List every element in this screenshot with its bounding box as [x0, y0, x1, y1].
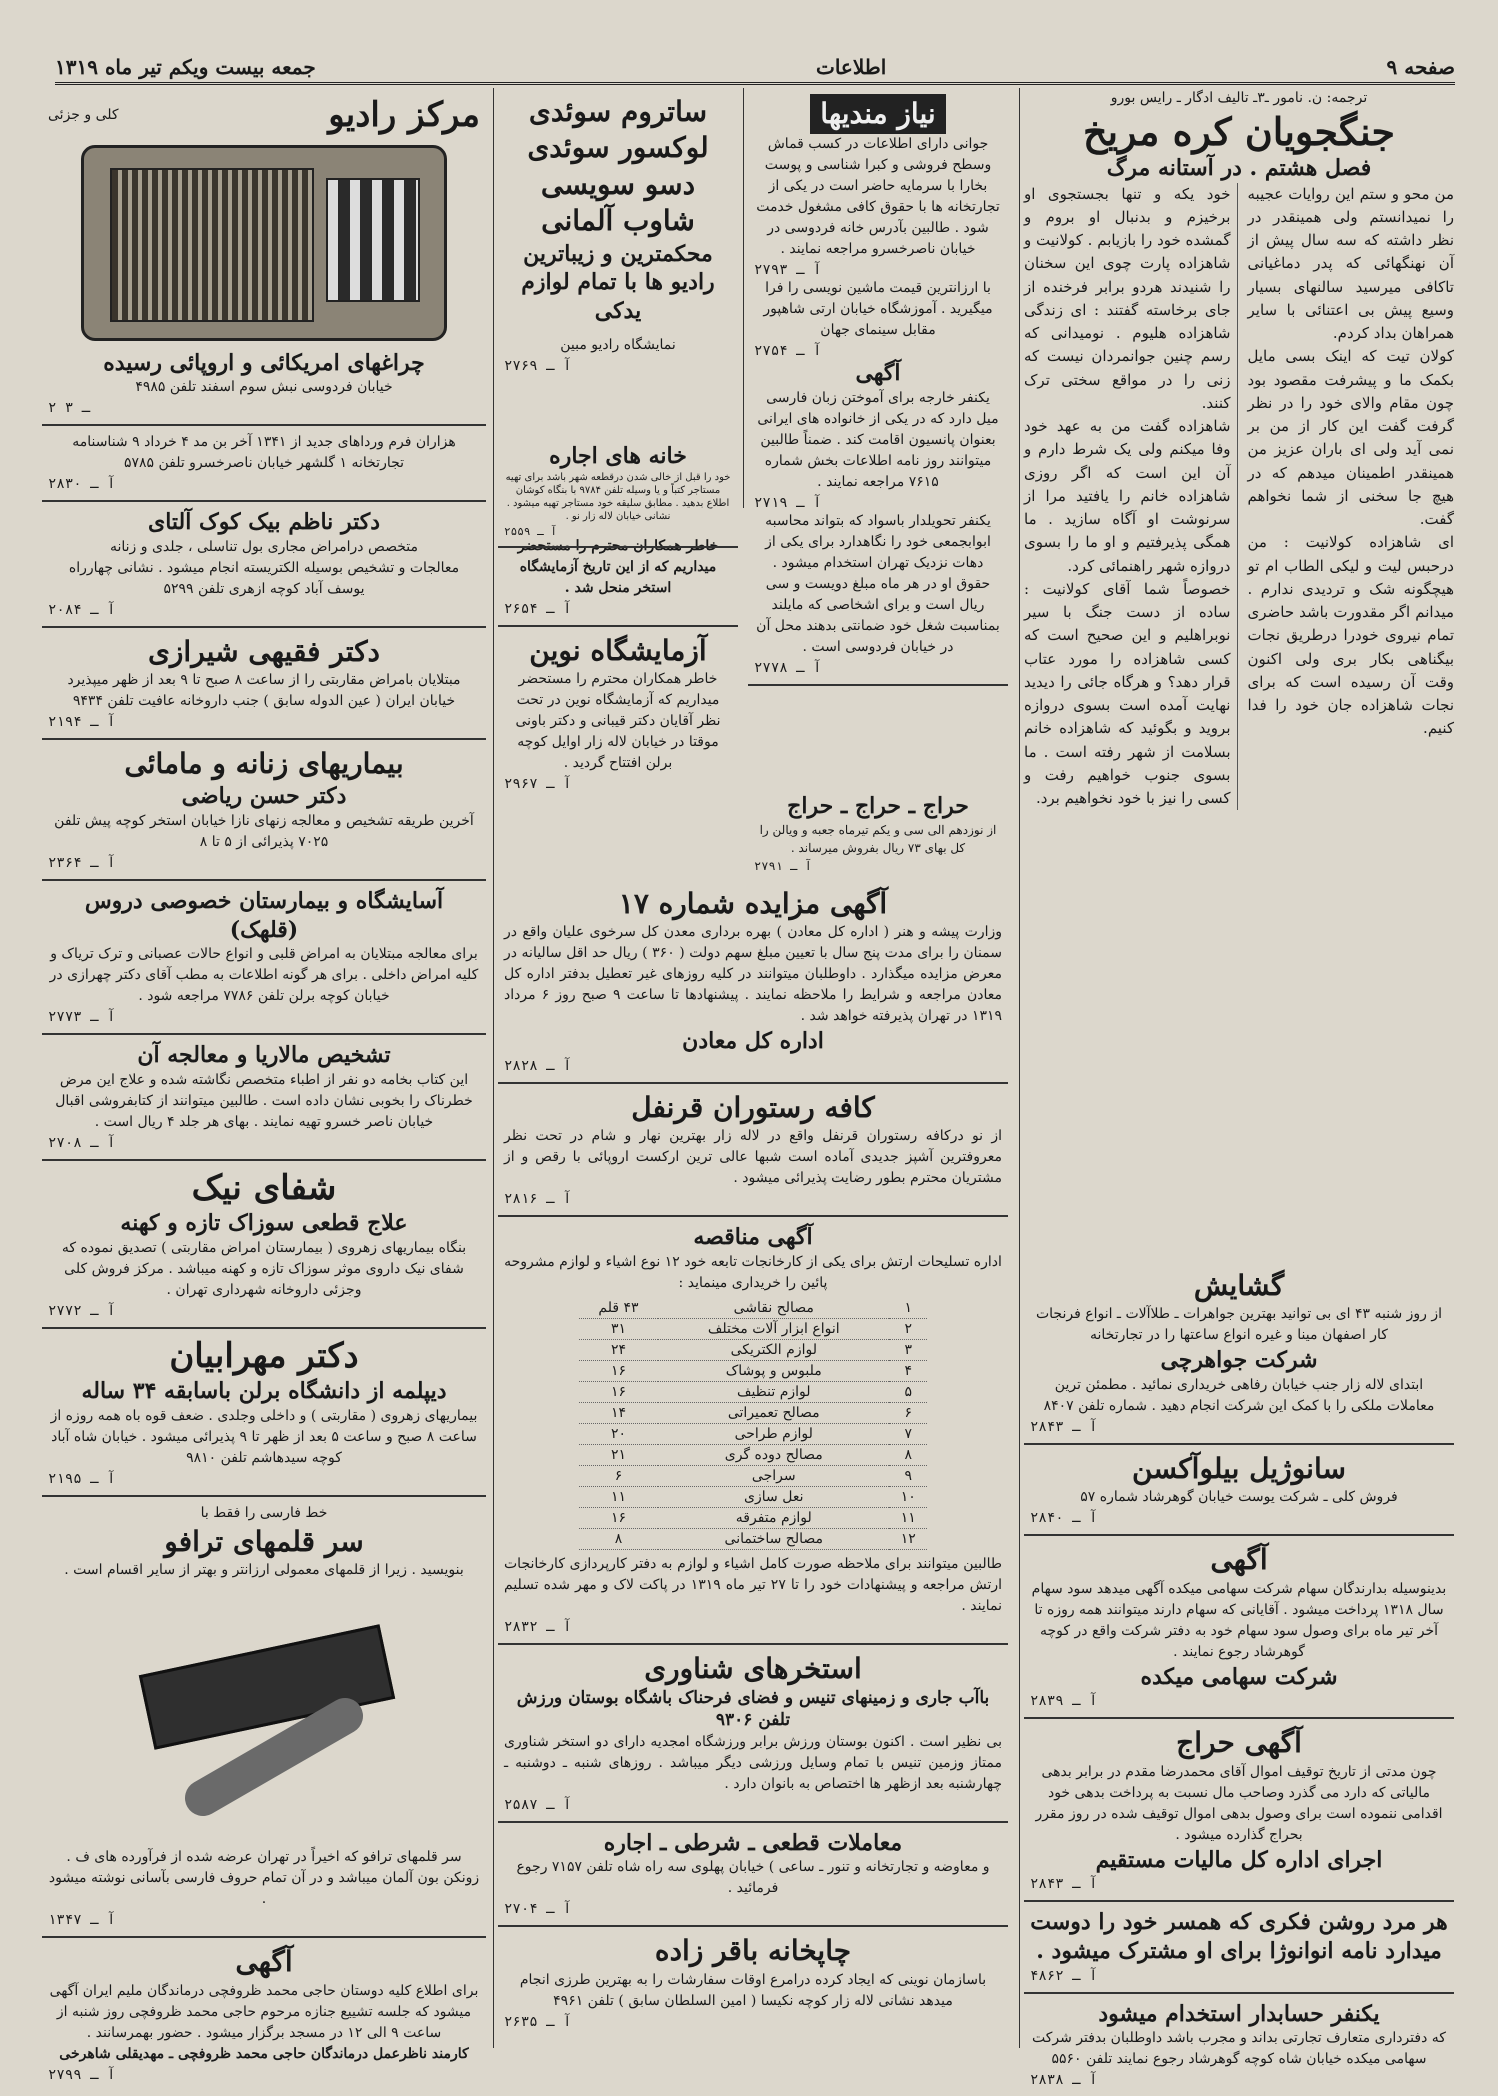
tender-cell-n: ۳: [889, 1339, 927, 1360]
ad-code: آ ـ ۲۵۵۹: [504, 524, 557, 538]
ad-code: آ ـ ۲۷۹۹: [48, 2066, 116, 2083]
brand-line: شاوب آلمانی: [541, 204, 695, 238]
serial-paragraph: شاهزاده گفت من به عهد خود وفا میکنم ولی یک شرط دارم و آن این است که اگر روزی شاهزاده خانم را یافتید مرا از سرنوشت او آگاه سازید . ما همگی پذیرفتیم و او ما را بسوی دروازه شهر راهنمائی کرد.: [1024, 417, 1231, 575]
friend-ad: [1024, 1902, 1454, 1993]
classifieds-block: [748, 88, 1008, 686]
cafe-title: کافه رستوران قرنفل: [631, 1090, 875, 1124]
middle-ads: [498, 880, 1008, 2045]
sanatorium-title: آسایشگاه و بیمارستان خصوصی دروس (قلهک): [84, 888, 444, 943]
ad-code: آ ـ ۲۶۳۵: [504, 2013, 572, 2030]
ad-code: آ ـ ۲۷۷۸: [754, 659, 822, 676]
tender-cell-cnt: ۱۶: [579, 1381, 659, 1402]
sano-text: فروش کلی ـ شرکت یوست خیابان گوهرشاد شماره ۵۷: [1080, 1489, 1398, 1506]
classified-ad: جوانی دارای اطلاعات در کسب قماش وسطح فروشی و کبرا شناسی و پوست بخارا با سرمایه حاضر است در یکی از تجارتخانه ها با حقوق کافی مشغول خدمت شود . طالبین بآدرس خانه فردوسی در خیابان ناصرخسرو مراجعه نمایند .: [756, 136, 1000, 258]
brand-line: محکمترین و زیباترین: [523, 240, 713, 267]
agahi-signature: شرکت سهامی میکده: [1140, 1663, 1338, 1690]
realestate-ad: [498, 1823, 1008, 1928]
printshop-ad: [498, 1927, 1008, 2037]
page-number: صفحه ۹: [1386, 55, 1455, 79]
shirazi-ad: [42, 628, 486, 740]
realestate-title: معاملات قطعی ـ شرطی ـ اجاره: [603, 1829, 903, 1856]
tender-cell-cnt: ۱۶: [579, 1507, 659, 1528]
printshop-text: باسازمان نوینی که ایجاد کرده درامرع اوقات سفارشات را به بهترین طرزی انجام میدهد نشانی لاله زار کوچه نکیسا ( امین السلطان سابق ) تلفن ۴۹۶۱: [519, 1971, 987, 2009]
classifieds-column: [748, 88, 1008, 868]
haraj-title: حراج ـ حراج ـ حراج: [787, 793, 969, 819]
tender-cell-name: لوازم الکتریکی: [658, 1339, 889, 1360]
lab-new-text: خاطر همکاران محترم را مستحضر میداریم که آزمایشگاه نوین در تحت نظر آقایان دکتر قیبانی و دکتر باونی موقتا در خیابان لاله زار اوایل کوچه برلن افتتاح گردید .: [515, 671, 721, 772]
tender-cell-name: سراجی: [658, 1465, 889, 1486]
ad-code: آ ـ ۲۷۰۸: [48, 1134, 116, 1151]
agahi-ad: [1024, 1536, 1454, 1719]
ad-code: آ ـ ۲۸۳۸: [1030, 2072, 1098, 2089]
tender-cell-name: مصالح نقاشی: [658, 1298, 889, 1319]
ad-code: آ ـ ۲۶۵۴: [504, 601, 572, 617]
showroom-name: نمایشگاه رادیو مبین: [560, 337, 676, 354]
tender-cell-n: ۷: [889, 1423, 927, 1444]
pen-ad: [42, 1497, 486, 1938]
gynecology-text: آخرین طریقه تشخیص و معالجه زنهای نازا خیابان استخر کوچه پیش تلفن ۷۰۲۵ پذیرائی از ۵ تا ۸: [54, 813, 474, 851]
ad-code: آ ـ ۲۰۸۴: [48, 601, 116, 618]
tender-row: [579, 1298, 928, 1319]
tender-cell-n: ۱۲: [889, 1528, 927, 1549]
left-ads-column: [42, 88, 486, 2083]
tender-cell-cnt: ۲۰: [579, 1423, 659, 1444]
serial-paragraph: خصوصاً شما آقای کولانیت : ساده از دست جنگ با سیر نوبراهلیم و این صحیح است که کسی شاهزاده را مورد عتاب قرار دهد؟ و هرگاه جائی را دیدید نهایت آمده است بسوی دروازه بروید و بگوئید که شاهزاده خانم بسلامت از شهر رفته است . ما بسوی جنوب خواهیم رفت و کسی را نیز با خود نخواهیم برد.: [1024, 579, 1231, 808]
serial-paragraph: خود یکه و تنها بجستجوی او برخیزم و بدنبال او بروم و گمشده خود را بازیابم . کولانیت و شاهزاده پارت چوی این سخنان را شنیدند هردو برابر فرخنده از جای برخاسته گفتند : ای زندگی شاهزاده هلیوم . نومیدانی که رسم چنین جوانمردان نیست که زنی را در مواقع سختی ترک کنند.: [1024, 184, 1231, 412]
nik-text: بنگاه بیماریهای زهروی ( بیمارستان امراض مقاربتی ) تصدیق نموده که شفای نیک داروی موثر سوزاک تازه و کهنه میباشد . مرکز فروش کلی وجزئی داروخانه شهرداری تهران .: [61, 1239, 467, 1298]
classified-ad: با ارزانترین قیمت ماشین نویسی را فرا میگیرید . آموزشگاه خیابان ارتی شاهپور مقابل سینمای جهان: [763, 280, 993, 339]
gosh-text-2: ابتدای لاله زار جنب خیابان رفاهی خریداری نمائید . مطمئن ترین معاملات ملکی را با کمک این شرکت انجام دهید . شماره تلفن ۸۴۰۷: [1043, 1376, 1435, 1414]
tender-cell-cnt: ۱۱: [579, 1486, 659, 1507]
sanatorium-text: برای معالجه مبتلایان به امراض قلبی و انواع حالات عصبانی و ترک تریاک و کلیه امراض داخلی . برای هر گونه اطلاعات به مطب آقای دکتر چهرازی در خیابان کوچه برلن تلفن ۷۷۸۶ مراجعه شود .: [49, 946, 479, 1005]
tender-cell-name: نعل سازی: [658, 1486, 889, 1507]
cafe-ad: [498, 1084, 1008, 1217]
tender-cell-n: ۸: [889, 1444, 927, 1465]
ad-code: آ ـ ۲۷۹۳: [754, 262, 822, 279]
pool-title: استخرهای شناوری: [644, 1651, 862, 1685]
gynecology-title: بیماریهای زنانه و مامائی: [124, 747, 404, 781]
ad-code: آ ـ ۲۸۳۰: [48, 476, 116, 493]
ad-code: آ ـ ۲۸۳۲: [504, 1618, 572, 1635]
tender-cell-cnt: ۲۱: [579, 1444, 659, 1465]
cafe-text: از نو درکافه رستوران قرنفل واقع در لاله زار بهترین نهار و شام در تحت نظر معروفترین آشپز جدیدی آماده است شبها عالی ترین ارکست اروپائی با رقص و از مشتریان محترم بطور رضایت پذیرائی میشود .: [504, 1128, 1002, 1187]
ad-code: آ ـ ۲۷۷۲: [48, 1302, 116, 1319]
newspaper-name: اطلاعات: [815, 55, 887, 79]
houses-title: خانه های اجاره: [549, 443, 687, 469]
friend-text: هر مرد روشن فکری که همسر خود را دوست میدارد نامه انوانوژا برای او مشترک میشود .: [1030, 1909, 1448, 1964]
tender-ad: [498, 1217, 1008, 1645]
serial-byline: ترجمه: ن. نامور ـ۳ـ تالیف ادگار ـ رایس بورو: [1110, 90, 1368, 106]
kok-title: دکتر ناظم بیک کوک آلتای: [147, 509, 381, 536]
printshop-title: چاپخانه باقر زاده: [654, 1934, 852, 1968]
tender-text-2: طالبین میتوانند برای ملاحظه صورت کامل اشیاء و لوازم به دفتر کارپردازی کارخانجات ارتش مراجعه و پیشنهادات خود را تا ۲۷ تیر ماه ۱۳۱۹ در پاکت لاک و مهر شده تسلیم نمایند .: [504, 1555, 1002, 1614]
pen-title: سر قلمهای ترافو: [164, 1525, 364, 1559]
ad-code: آ ـ ۲۱۹۵: [48, 1471, 116, 1488]
tender-row: [579, 1465, 928, 1486]
notice-title: آگهی: [235, 1945, 293, 1979]
tender-cell-name: مصالح دوده گری: [658, 1444, 889, 1465]
gosh-ad: [1024, 1262, 1454, 1445]
tender-cell-cnt: ۴۳ قلم: [579, 1298, 659, 1319]
notice-signature: کارمند ناظرعمل درماندگان حاجی محمد ظروفچی ـ مهدیقلی شاهرخی: [59, 2045, 469, 2062]
bazaar-ad: [42, 426, 486, 502]
kok-ad: [42, 502, 486, 628]
ad-code: آ ـ ۲۸۱۶: [504, 1191, 572, 1208]
tender-row: [579, 1444, 928, 1465]
agahi-text: بدینوسیله بدارندگان سهام شرکت سهامی میکده آگهی میدهد سود سهام سال ۱۳۱۸ پرداخت میشود . آقایانی که سهام دارند میتوانند همه روزه تا آخر تیر ماه برای وصول سود سهام خود به دفتر شرکت واقع در کوچه گوهرشاد رجوع نمایند .: [1031, 1580, 1447, 1660]
houses-ad: [498, 440, 738, 538]
ad-code: آ ـ ۱۳۴۷: [48, 1912, 116, 1929]
ad-code: آ ـ ۲۹۶۷: [504, 776, 572, 793]
sanatorium-ad: [42, 881, 486, 1035]
classified-ad: یکنفر تحویلدار باسواد که بتواند محاسبه ابوابجمعی خود را نگاهدارد برای یکی از دهات نزدیک تهران استخدام میشود . حقوق او در هر ماه مبلغ دویست و سی ریال است و برای اشخاصی که مایلند بمناسبت شغل خود ضمانتی بدهند محل آن در خیابان فردوسی است .: [756, 512, 1000, 655]
auction-text: چون مدتی از تاریخ توقیف اموال آقای محمدرضا مقدم در برابر بدهی مالیاتی که دارد می گذرد وصاحب مال نسبت به پرداخت بدهی خود اقدامی ننموده است برای وصول بدهی اموال توقیف شده در روز مقرر بحراج گذارده میشود .: [1035, 1763, 1443, 1843]
shirazi-text: مبتلایان بامراض مقاربتی را از ساعت ۸ صبح تا ۹ بعد از ظهر میپذیرد خیابان ایران ( عین الدوله سابق ) جنب داروخانه عافیت تلفن ۹۴۳۴: [67, 672, 461, 710]
tender-cell-n: ۶: [889, 1402, 927, 1423]
ad-code: آ ـ ۲۸۴۰: [1030, 1510, 1098, 1527]
houses-text: خود را قبل از خالی شدن درقطعه شهر باشد برای تهیه مستاجر کتباً و یا وسیله تلفن ۹۷۸۴ با بنگاه کوشان اطلاع بدهید . مطابق سلیقه خود مستاجر تهیه میشود . نشانی خیابان لاله زار نو .: [505, 471, 731, 522]
tender-cell-cnt: ۳۱: [579, 1318, 659, 1339]
nik-title: شفای نیک: [191, 1167, 337, 1208]
auction-17-signature: اداره کل معادن: [682, 1028, 824, 1055]
classifieds-title: نیاز مندیها: [754, 94, 1002, 134]
pen-subtitle: بنویسید . زیرا از قلمهای معمولی ارزانتر و بهتر از سایر اقسام است .: [64, 1562, 464, 1579]
nik-subtitle: علاج قطعی سوزاک تازه و کهنه: [120, 1210, 408, 1237]
tender-cell-n: ۹: [889, 1465, 927, 1486]
brand-line: رادیو ها با تمام لوازم یدکی: [521, 269, 715, 324]
mehrabian-subtitle: دیپلمه از دانشگاه برلن باسابقه ۳۴ ساله: [81, 1378, 447, 1405]
ad-code: آ ـ ۲۸۲۸: [504, 1057, 572, 1074]
pen-nib-illustration: [114, 1589, 414, 1839]
tender-cell-n: ۴: [889, 1360, 927, 1381]
tender-row: [579, 1360, 928, 1381]
accountant-text: که دفترداری متعارف تجارتی بداند و مجرب باشد داوطلبان بدفتر شرکت سهامی میکده خیابان شاه کوچه گوهرشاد رجوع نمایند تلفن ۵۵۶۰: [1032, 2030, 1446, 2068]
tender-cell-n: ۱: [889, 1298, 927, 1319]
tender-cell-name: لوازم تنظیف: [658, 1381, 889, 1402]
tender-title: آگهی مناقصه: [693, 1224, 813, 1251]
ad-code: آ ـ ۲۸۴۳: [1030, 1876, 1098, 1893]
radio-center-sub: کلی و جزئی: [48, 106, 119, 123]
auction-17-title: آگهی مزایده شماره ۱۷: [618, 887, 888, 920]
bazaar-text: هزاران فرم ورداهای جدید از ۱۳۴۱ آخر بن مد ۴ خرداد ۹ شناسنامه تجارتخانه ۱ گلشهر خیابان ناصرخسرو تلفن ۵۷۸۵: [72, 434, 456, 472]
realestate-text: و معاوضه و تجارتخانه و تنور ـ ساعی ) خیابان پهلوی سه راه شاه تلفن ۷۱۵۷ رجوع فرمائید .: [516, 1859, 990, 1897]
tender-row: [579, 1339, 928, 1360]
ad-code: آ ـ ۲۷۰۴: [504, 1901, 572, 1918]
issue-date: جمعه بیست ویکم تیر ماه ۱۳۱۹: [55, 55, 316, 79]
lab-ads: [498, 530, 738, 880]
tender-cell-name: مصالح تعمیراتی: [658, 1402, 889, 1423]
ad-code: آ ـ ۲۷۹۱: [754, 858, 812, 873]
ad-code: آ ـ ۲۱۹۴: [48, 714, 116, 731]
pen-intro: خط فارسی را فقط با: [200, 1505, 328, 1522]
ad-code: آ ـ ۲۸۳۹: [1030, 1693, 1098, 1710]
tender-cell-name: لوازم متفرقه: [658, 1507, 889, 1528]
kok-text: معالجات و تشخیص بوسیله الکتریسته انجام میشود . نشانی چهارراه یوسف آباد کوچه ازهری تلفن ۵۲۹۹: [68, 559, 460, 597]
mehrabian-title: دکتر مهرابیان: [169, 1335, 359, 1376]
tender-cell-cnt: ۲۴: [579, 1339, 659, 1360]
brand-line: دسو سویسی: [540, 167, 696, 201]
auction-title: آگهی حراج: [1176, 1726, 1302, 1760]
ad-code: آ ـ ۲۷۷۳: [48, 1009, 116, 1026]
lab-new-title: آزمایشگاه نوین: [529, 634, 707, 667]
tender-cell-n: ۱۱: [889, 1507, 927, 1528]
tender-row: [579, 1318, 928, 1339]
haraj-ad: [748, 790, 1008, 880]
nik-ad: [42, 1161, 486, 1329]
radio-illustration: [81, 145, 447, 341]
tender-row: [579, 1528, 928, 1549]
tender-cell-cnt: ۸: [579, 1528, 659, 1549]
ad-code: آ ـ ۲۳۶۴: [48, 855, 116, 872]
sano-title: سانوژیل بیلوآکسن: [1132, 1451, 1346, 1485]
shirazi-title: دکتر فقیهی شیرازی: [147, 634, 380, 668]
accountant-title: یکنفر حسابدار استخدام میشود: [1098, 2000, 1380, 2027]
serial-paragraph: من محو و ستم این روایات عجیبه را نمیدانستم ولی همینقدر در نظر داشته که سه سال پیش از آن نهنگهائی که پدر دماغیانی تاکافی میرسید سالنهای بسیار وسیع پیش بی اعتنائی با سایر همراهان بداد کردم.: [1247, 184, 1454, 343]
auction-17-text: وزارت پیشه و هنر ( اداره کل معادن ) بهره برداری معدن کل سرخوی علیان واقع در سمنان را برای مدت پنج سال با تعیین مبلغ سهم دولت ( ۳۶۰ ) ریال حد اقل سالیانه در معرض مزایده میگذارد . داوطلبان میتوانند در کلیه روزهای غیر تعطیل بدفتر اداره کل معادن مراجعه و شرایط را ملاحظه نمایند . پیشنهادها تا ساعت ۹ صبح روز ۶ مرداد ۱۳۱۹ در تهران پذیرفته خواهد شد .: [504, 924, 1002, 1025]
radio-center-address: خیابان فردوسی نبش سوم اسفند تلفن ۴۹۸۵: [135, 379, 393, 396]
sano-ad: [1024, 1445, 1454, 1536]
notice-text: برای اطلاع کلیه دوستان حاجی محمد ظروفچی درماندگان ملیم ایران آگهی میشود که جلسه تشییع جنازه مرحوم حاجی محمد ظروفچی روز شنبه از ساعت ۹ الی ۱۲ در مسجد برگزار میشود . حضور بهمرسانند .: [49, 1982, 479, 2041]
pen-text: سر قلمهای ترافو که اخیراً در تهران عرضه شده از فرآورده های ف . زونکن بون آلمان میباشد و در آن تمام حروف فارسی بآسانی نوشته میشود .: [48, 1849, 480, 1908]
tender-cell-name: لوازم طراحی: [658, 1423, 889, 1444]
tender-cell-name: ملبوس و پوشاک: [658, 1360, 889, 1381]
classified-heading: آگهی: [855, 360, 901, 387]
tender-table: [579, 1298, 928, 1550]
serial-title: جنگجویان کره مریخ: [1082, 109, 1395, 154]
notice-ad: [42, 1938, 486, 2090]
accountant-ad: [1024, 1994, 1454, 2096]
tender-cell-cnt: ۶: [579, 1465, 659, 1486]
auction-ad: [1024, 1719, 1454, 1902]
pool-subtitle: باآب جاری و زمینهای تنیس و فضای فرحناک باشگاه بوستان ورزش تلفن ۹۳۰۶: [516, 1688, 990, 1731]
ad-code: آ ـ ۲۵۸۷: [504, 1796, 572, 1813]
ad-code: آ ـ ۲۷۱۹: [754, 494, 822, 511]
tender-cell-cnt: ۱۴: [579, 1402, 659, 1423]
gynecology-ad: [42, 740, 486, 881]
tender-row: [579, 1381, 928, 1402]
page-header: [55, 52, 1455, 85]
brand-line: لوکسور سوئدی: [527, 131, 709, 165]
kok-specialty: متخصص درامراض مجاری بول تناسلی ، جلدی و زنانه: [109, 538, 419, 555]
brand-line: ساتروم سوئدی: [528, 95, 708, 128]
ad-code: آ ـ ۲۷۶۹: [504, 358, 572, 375]
agahi-title: آگهی: [1210, 1543, 1268, 1577]
tender-cell-name: انواع ابزار آلات مختلف: [658, 1318, 889, 1339]
lab-closure-text: خاطر همکاران محترم را مستحضر میداریم که از این تاریخ آزمایشگاه استخر منحل شد .: [517, 538, 719, 596]
malaria-title: تشخیص مالاریا و معالجه آن: [137, 1042, 391, 1069]
serial-chapter: فصل هشتم . در آستانه مرگ: [1106, 155, 1372, 181]
pool-ad: [498, 1645, 1008, 1823]
tender-row: [579, 1402, 928, 1423]
auction-17-ad: [498, 880, 1008, 1084]
haraj-text: از نوزدهم الی سی و یکم تیرماه جعبه و ویالن را کل بهای ۷۳ ریال بفروش میرساند .: [759, 822, 997, 855]
serial-paragraph: کولان تیت که اینک بسی مایل بکمک ما و پیشرفت مقصود بود چون مقام والای خود را در نظر گرفت گفت این کار از من بر نمی آید ولی ای باران عزیز من همینقدر اطمینان میدهم که در هیچ جا سخنی از شما نخواهم گفت.: [1247, 347, 1454, 529]
serial-paragraph: ای شاهزاده کولانیت : من درحبس لیت و لیکی الطاب ام تو هیچگونه شک و تردیدی ندارم . میدانم اگر مقدورت باشد حاضری تمام نیروی خودرا درطریق نجات بیگناهی بکار بری ولی اکنون وقت آن رسیده است که برای نجات شاهزاده جان خود را فدا کنیم.: [1247, 533, 1454, 738]
lab-new-ad: [498, 627, 738, 800]
tender-row: [579, 1423, 928, 1444]
pool-text: بی نظیر است . اکنون بوستان ورزش برابر ورزشگاه امجدیه دارای دو استخر شناوری ممتاز وزمین تنیس با تمام وسایل ورزشی دیگر میباشد . روزهای شنبه ـ دوشنبه ـ چهارشنبه بعد ازظهر ها اختصاص به بانوان دارد .: [504, 1733, 1002, 1792]
tender-row: [579, 1507, 928, 1528]
ad-code: آ ـ ۴۸۶۲: [1030, 1967, 1098, 1984]
tender-cell-name: مصالح ساختمانی: [658, 1528, 889, 1549]
radio-center-line: چراغهای امریکائی و اروپائی رسیده: [103, 349, 425, 376]
tender-cell-n: ۵: [889, 1381, 927, 1402]
ad-code: آ ـ ۲۸۴۳: [1030, 1418, 1098, 1435]
tender-text: اداره تسلیحات ارتش برای یکی از کارخانجات تابعه خود ۱۲ نوع اشیاء و لوازم مشروحه پائین را خریداری مینماید :: [504, 1253, 1002, 1291]
auction-signature: اجرای اداره کل مالیات مستقیم: [1095, 1846, 1383, 1873]
malaria-text: این کتاب بخامه دو نفر از اطباء متخصص نگاشته شده و علاج این مرض خطرناک را بخوبی نشان داده است . طالبین میتوانند از کتابفروشی اقبال خیابان ناصر خسرو تهیه نمایند . بهای هر جلد ۴ ریال است .: [55, 1071, 473, 1130]
mehrabian-ad: [42, 1329, 486, 1497]
mehrabian-text: بیماریهای زهروی ( مقاربتی ) و داخلی وجلدی . ضعف قوه باه همه روزه از ساعت ۸ صبح و ساعت ۵ بعد از ظهر تا ۹ پذیرائی میشود . خیابان شاه آباد کوچه سیدهاشم تلفن ۹۸۱۰: [50, 1408, 478, 1467]
gosh-company: شرکت جواهرچی: [1160, 1347, 1318, 1374]
radio-center-ad: [42, 88, 486, 426]
tender-cell-cnt: ۱۶: [579, 1360, 659, 1381]
gosh-title: گشایش: [1193, 1269, 1285, 1302]
gosh-text: از روز شنبه ۴۳ ای بی توانید بهترین جواهرات ـ طلاآلات ـ انواع فرنجات کار اصفهان مینا و غیره انواع ساعتها را در تجارتخانه: [1035, 1306, 1443, 1344]
tender-cell-n: ۲: [889, 1318, 927, 1339]
radio-center-title: مرکز رادیو: [328, 95, 480, 135]
tender-cell-n: ۱۰: [889, 1486, 927, 1507]
serial-story: [1024, 88, 1454, 1258]
tender-row: [579, 1486, 928, 1507]
gynecology-doctor: دکتر حسن ریاضی: [181, 783, 347, 810]
ad-code: آ ـ ۲۷۵۴: [754, 343, 822, 360]
malaria-ad: [42, 1035, 486, 1161]
right-lower-ads: [1024, 1262, 1454, 2089]
classified-ad: یکنفر خارجه برای آموختن زبان فارسی میل دارد که در یکی از خانواده های ایرانی بعنوان پانسیون اقامت کند . ضمناً طالبین میتوانند روز نامه اطلاعات بخش شماره ۷۶۱۵ مراجعه نمایند .: [757, 389, 999, 490]
ad-code: ۲ ـ ۳: [48, 400, 91, 417]
